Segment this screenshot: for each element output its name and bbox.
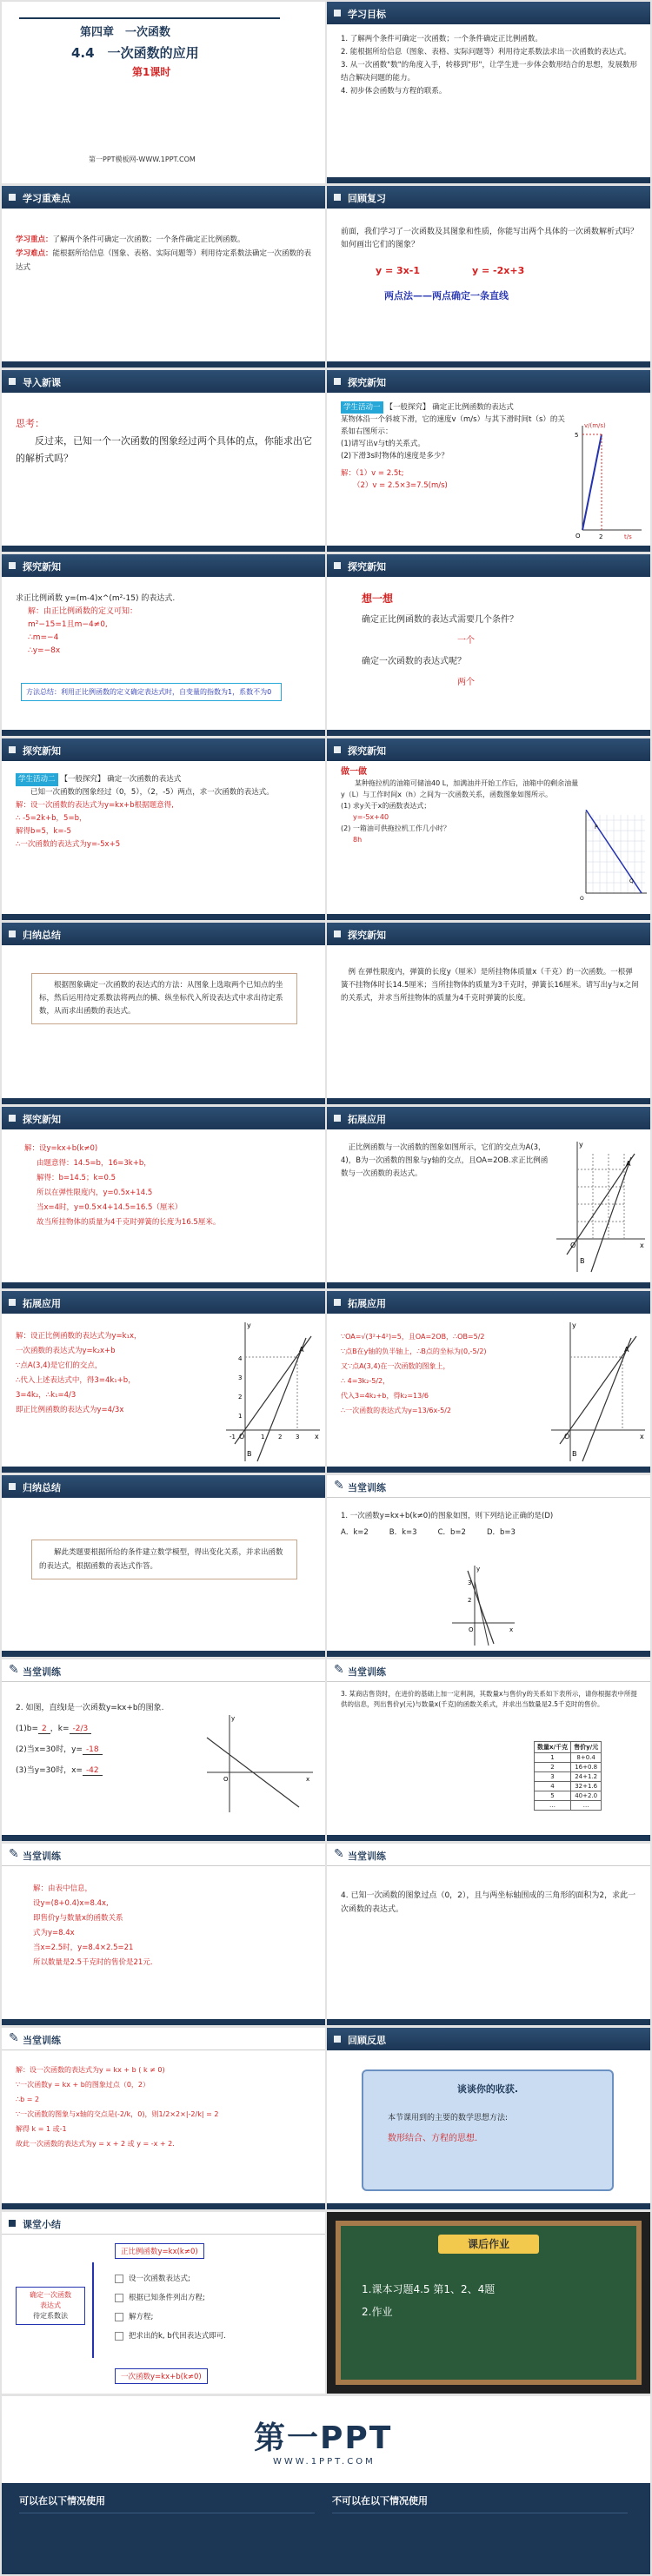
- slide-objectives: [327, 2, 650, 183]
- intersection-graph-3: [548, 1317, 647, 1465]
- slide-practice-6: ✎ 当堂训练 解：设一次函数的表达式为y = kx + b ( k ≠ 0) ∵一次函数y = kx + b的图象过点（0，2） ∴b = 2 ∵一次函数的图象与x轴的交点是(-2/k，0)，则1/2×2×|-2/k| = 2 解得 k = 1 或-1 故此一次函数的表达式为y = x + 2 或 y = -x + 2.: [2, 2028, 325, 2209]
- brand-logo: 第一PPT: [254, 2420, 393, 2456]
- practice-graph-1: [449, 1562, 518, 1649]
- svg-text:y: y: [579, 1141, 583, 1149]
- svg-text:B: B: [572, 1450, 577, 1458]
- svg-text:3: 3: [238, 1374, 243, 1381]
- svg-text:A: A: [299, 1346, 304, 1354]
- svg-text:Q: Q: [629, 878, 634, 884]
- svg-text:x: x: [640, 1433, 644, 1440]
- lesson-title: 4.4 一次函数的应用: [71, 45, 199, 61]
- slide-summary-2: 归纳总结 解此类题要根据所给的条件建立数学模型，得出变化关系，并求出函数的表达式，根据函数的表达式作答。: [2, 1475, 325, 1657]
- svg-text:2: 2: [278, 1434, 283, 1440]
- template-footer: 第一PPT模板网-WWW.1PPT.COM: [89, 156, 196, 163]
- pencil-icon: ✎: [9, 1663, 19, 1677]
- slide-intro: 导入新课 思考： 反过来，已知一个一次函数的图象经过两个具体的点，你能求出它的解析式吗？: [2, 370, 325, 552]
- svg-text:O: O: [469, 1626, 474, 1633]
- svg-text:1: 1: [261, 1434, 265, 1440]
- slide-think: 探究新知 想一想 确定正比例函数的表达式需要几个条件？ 一个 确定一次函数的表达式呢？ 两个: [327, 554, 650, 736]
- usage-forbidden-heading: 不可以在以下情况使用: [332, 2495, 428, 2506]
- slide-title: [2, 2, 325, 183]
- slide-practice-2: ✎ 当堂训练 2. 如图，直线l是一次函数y=kx+b的图象. (1)b= 2 ，k= -2/3 (2)当x=30时，y= -18 (3)当y=30时，x= -42 y x O: [2, 1659, 325, 1841]
- step-icon: [115, 2294, 123, 2302]
- slide-practice-3: ✎ 当堂训练 3. 某商店售货时，在进价的基础上加一定利润，其数量x与售价y的关系如下表所示，请你根据表中所提供的信息，列出售价y(元)与数量x(千克)的函数关系式，并求出当数量是2.5千克时的售价。 数量x/千克 售价y/元 1 8+0.4 2 16+0.8 3 24+1.2 4 32+1.6 5 40+2.0 … …: [327, 1659, 650, 1841]
- svg-text:1: 1: [238, 1413, 243, 1420]
- svg-text:O: O: [239, 1433, 245, 1440]
- objective-item: 2. 能根据所给信息（图象、表格、实际问题等）利用待定系数法求出一次函数的表达式。: [341, 48, 631, 56]
- slide-keypoints: 学习重难点 学习重点：了解两个条件可确定一次函数；一个条件确定正比例函数。 学习难点：能根据所给信息（图象、表格、实际问题等）利用待定系数法确定一次函数的表达式: [2, 186, 325, 368]
- svg-text:y: y: [476, 1566, 481, 1573]
- pencil-icon: ✎: [9, 1847, 19, 1861]
- slide-homework: 课后作业 1.课本习题4.5 第1、2、4题 2.作业: [327, 2212, 650, 2394]
- slide-explore-1: 探究新知 学生活动一 【一般探究】 确定正比例函数的表达式 某物体沿一个斜坡下滑，它的速度v（m/s）与其下滑时间t（s）的关系如右图所示： (1)请写出v与t的关系式。 (2)下滑3s时物体的速度是多少？ 解：（1）v = 2.5t; （2）v = 2.5×3=7.5(m/s) v/(m/s) t/s 5 2 O: [327, 370, 650, 552]
- pencil-icon: ✎: [334, 1663, 344, 1677]
- svg-text:3: 3: [296, 1434, 300, 1440]
- svg-text:-1: -1: [230, 1434, 236, 1440]
- method-note: 方法总结：利用正比例函数的定义确定表达式时，自变量的指数为1，系数不为0: [21, 683, 282, 701]
- svg-text:t/s: t/s: [624, 533, 632, 540]
- svg-text:2: 2: [468, 1597, 472, 1604]
- footer-banner: [2, 2396, 650, 2574]
- step-icon: [115, 2313, 123, 2321]
- svg-text:y: y: [572, 1321, 576, 1329]
- objective-item: 3. 从一次函数"数"的角度入手，转移到"形"，让学生进一步体会数形结合的思想，发展数形结合解决问题的能力。: [341, 61, 637, 83]
- slide-class-summary: 课堂小结 正比例函数y=kx(k≠0) 确定一次函数 表达式 待定系数法 设一次函数表达式; 根据已知条件列出方程; 解方程; 把求出的k, b代回表达式即可. 一次函数y=kx+b(k≠0): [2, 2212, 325, 2394]
- svg-text:4: 4: [238, 1355, 243, 1362]
- pencil-icon: ✎: [334, 1479, 344, 1493]
- pencil-icon: ✎: [9, 2031, 19, 2045]
- slide-do-it: 探究新知 做一做 某种拖拉机的油箱可储油40 L，加满油并开始工作后，油箱中的剩余油量y（L）与工作时间x（h）之间为一次函数关系，函数图象如图所示。 (1) 求y关于x的函数表达式； y=-5x+40 (2) 一箱油可供拖拉机工作几小时？ 8h P Q O: [327, 738, 650, 920]
- slide-extend-1: 拓展应用 正比例函数与一次函数的图象如图所示，它们的交点为A(3，4)，B为一次函数的图象与y轴的交点，且OA=2OB.求正比例函数与一次函数的表达式。 A B y x O: [327, 1107, 650, 1288]
- chapter-label: 第四章 一次函数: [80, 26, 171, 39]
- svg-text:v/(m/s): v/(m/s): [584, 422, 606, 429]
- svg-text:O: O: [570, 1242, 576, 1249]
- practice-graph-2: [203, 1712, 316, 1816]
- svg-text:O: O: [580, 896, 584, 902]
- svg-text:B: B: [247, 1450, 252, 1458]
- slide-practice-4: ✎ 当堂训练 解：由表中信息， 设y=(8+0.4)x=8.4x, 即售价y与数量x的函数关系 式为y=8.4x 当x=2.5时，y=8.4×2.5=21 所以数量是2.5千克时的售价是21元.: [2, 1844, 325, 2025]
- brand-url: WWW.1PPT.COM: [273, 2457, 376, 2467]
- price-table: 数量x/千克 售价y/元 1 8+0.4 2 16+0.8 3 24+1.2 4 32+1.6 5 40+2.0 … …: [534, 1741, 602, 1811]
- slide-practice-1: ✎ 当堂训练 1. 一次函数y=kx+b(k≠0)的图象如图，则下列结论正确的是(D) A．k=2 B．k=3 C．b=2 D．b=3 y x O 3 2: [327, 1475, 650, 1657]
- svg-text:3: 3: [468, 1579, 472, 1586]
- slide-reflection: 回顾反思 谈谈你的收获. 本节课用到的主要的数学思想方法: 数形结合、方程的思想.: [327, 2028, 650, 2209]
- svg-text:O: O: [223, 1776, 229, 1783]
- svg-text:O: O: [564, 1433, 570, 1440]
- slide-explore-3: 探究新知 学生活动二 【一般探究】 确定一次函数的表达式 已知一次函数的图象经过（0，5），（2，-5）两点，求一次函数的表达式。 解：设一次函数的表达式为y=kx+b根据题意得, ∴ -5=2k+b，5=b， 解得b=5，k=-5 ∴一次函数的表达式为y=-5x+5: [2, 738, 325, 920]
- svg-text:A: A: [624, 1346, 629, 1354]
- svg-text:x: x: [306, 1776, 310, 1783]
- intersection-graph: [551, 1136, 647, 1275]
- slide-example: 探究新知 例 在弹性限度内，弹簧的长度y（厘米）是所挂物体质量x（千克）的一次函数。一根弹簧不挂物体时长14.5厘米；当所挂物体的质量为3千克时，弹簧长16厘米。请写出y与x之间的关系式，并求当所挂物体的质量为4千克时弹簧的长度。: [327, 923, 650, 1104]
- slide-practice-5: ✎ 当堂训练 4. 已知一次函数的图象过点（0，2），且与两坐标轴围成的三角形的面积为2，求此一次函数的表达式。: [327, 1844, 650, 2025]
- svg-text:5: 5: [575, 432, 579, 439]
- svg-text:B: B: [580, 1257, 585, 1265]
- slide-extend-2: 拓展应用 解：设正比例函数的表达式为y=k₁x， 一次函数的表达式为y=k₂x+b ∵点A(3,4)是它们的交点， ∴代入上述表达式中，得3=4k₁+b， 3=4k₂，∴k₁=4/3 即正比例函数的表达式为y=4/3x A B y x O 4 3 2 1 -1 1 2 3: [2, 1291, 325, 1473]
- svg-text:A: A: [626, 1160, 631, 1168]
- svg-text:x: x: [640, 1242, 644, 1249]
- svg-text:P: P: [595, 824, 598, 831]
- slide-header: 学习目标: [327, 2, 650, 24]
- fuel-graph: [577, 810, 649, 905]
- svg-text:x: x: [315, 1433, 319, 1440]
- step-icon: [115, 2332, 123, 2341]
- slide-extend-3: 拓展应用 ∵OA=√(3²+4²)=5，且OA=2OB，∴OB=5/2 ∵点B在y轴的负半轴上，∴B点的坐标为(0,-5/2) 又∵点A(3,4)在一次函数的图象上， ∴ 4=3k₂-5/2， 代入3=4k₂+b，得k₂=13/6 ∴一次函数的表达式为y=13/6x-5/2 A B y x O: [327, 1291, 650, 1473]
- slide-solution: 探究新知 解：设y=kx+b(k≠0) 由题意得：14.5=b，16=3k+b， 解得：b=14.5；k=0.5 所以在弹性限度内，y=0.5x+14.5 当x=4时，y=0.5×4+14.5=16.5（厘米） 故当所挂物体的质量为4千克时弹簧的长度为16.5厘米。: [2, 1107, 325, 1288]
- intersection-graph-2: [223, 1317, 322, 1465]
- lesson-number: 第1课时: [132, 66, 171, 78]
- svg-text:x: x: [509, 1626, 514, 1633]
- slide-review: 回顾复习 前面，我们学习了一次函数及其图象和性质，你能写出两个具体的一次函数解析式吗？如何画出它们的图象？ y = 3x-1 y = -2x+3 两点法——两点确定一条直线: [327, 186, 650, 368]
- objective-item: 1. 了解两个条件可确定一次函数；一个条件确定正比例函数。: [341, 35, 542, 43]
- slide-summary-1: 归纳总结 根据图象确定一次函数的表达式的方法：从图象上选取两个已知点的坐标，然后运用待定系数法将两点的横、纵坐标代入所设表达式中求出待定系数，从而求出函数的表达式。: [2, 923, 325, 1104]
- slide-explore-2: 探究新知 求正比例函数 y=(m-4)x^(m²-15) 的表达式. 解：由正比例函数的定义可知： m²−15=1且m−4≠0, ∴m=−4 ∴y=−8x 方法总结：利用正比例函数的定义确定表达式时，自变量的指数为1，系数不为0: [2, 554, 325, 736]
- svg-text:y: y: [247, 1321, 251, 1329]
- svg-text:2: 2: [599, 533, 603, 540]
- pencil-icon: ✎: [334, 1847, 344, 1861]
- step-icon: [115, 2275, 123, 2283]
- velocity-graph: [572, 419, 645, 540]
- svg-text:O: O: [575, 533, 581, 540]
- svg-text:y: y: [231, 1715, 236, 1722]
- svg-text:2: 2: [238, 1394, 243, 1401]
- usage-allowed-heading: 可以在以下情况使用: [19, 2495, 105, 2506]
- objective-item: 4. 初步体会函数与方程的联系。: [341, 87, 447, 96]
